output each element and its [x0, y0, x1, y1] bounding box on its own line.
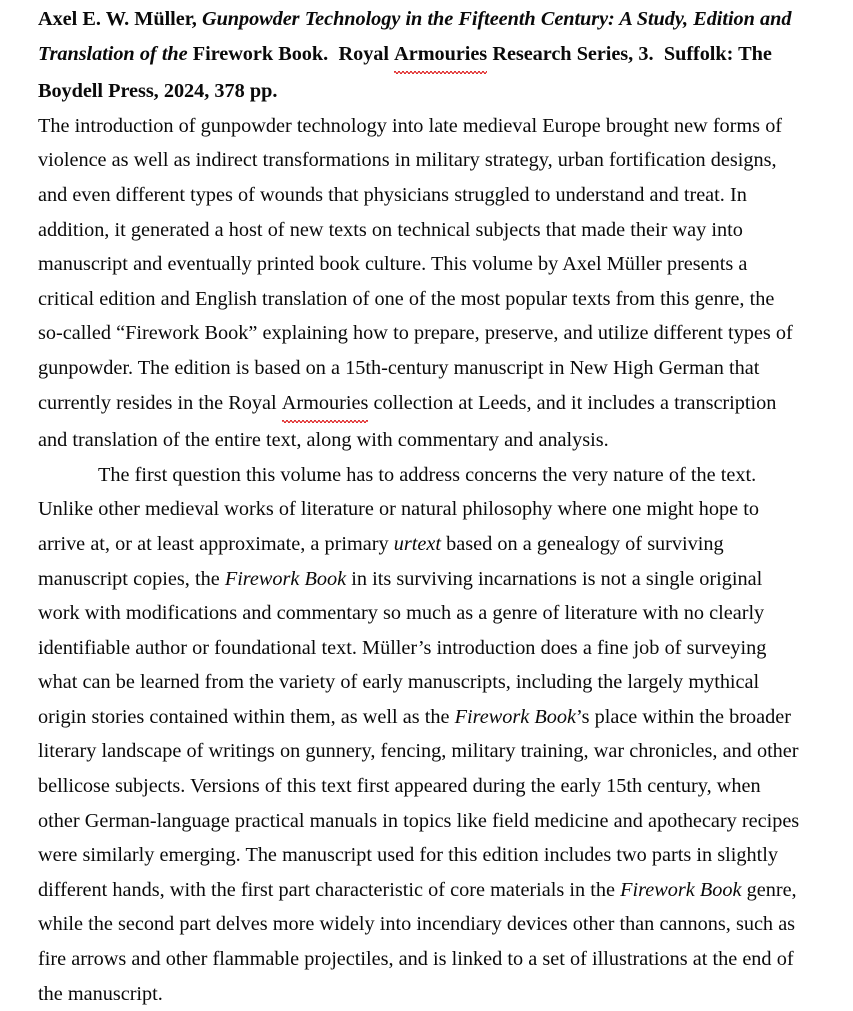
para2-seg-4: in its surviving incarnations is not a single original work with modifications and commentary so much as a genre of literature with no clearly identifiable author or foundational text. Müller’s introduction does a fine job of surveying what can be learned from the variety of early manuscripts, including the largely mythical origin stories contained within them, as well as the: [38, 567, 767, 728]
citation-author: Axel E. W. Müller,: [38, 8, 197, 30]
paragraph-2: [38, 458, 804, 1011]
citation-title-roman: Firework Book.: [192, 42, 329, 65]
citation-series-suffix: Research Series, 3.: [492, 42, 654, 65]
italic-title-firework-book-2: Firework Book: [454, 705, 576, 728]
para2-seg-0: The first question this volume has to address concerns the very nature of the text. Unlike other medieval works of literature or natural philosophy where one might hope to arrive at, or at least approximate, a primary: [38, 463, 760, 555]
citation-series-prefix: Royal: [338, 42, 389, 65]
italic-term-urtext: urtext: [393, 532, 441, 555]
italic-title-firework-book-1: Firework Book: [224, 567, 347, 590]
para2-seg-8: genre, while the second part delves more widely into incendiary devices other than cannons, such as fire arrows and other flammable projectiles, and is linked to a set of illustrations at the end of the manuscript.: [38, 878, 797, 1005]
paragraph-1: [38, 109, 804, 458]
italic-title-firework-book-3: Firework Book: [620, 878, 742, 901]
citation-title-italic: Gunpowder Technology in the Fifteenth Century: A Study, Edition and Translation of the: [38, 8, 792, 65]
misspelled-word-armouries-body[interactable]: Armouries: [282, 386, 369, 424]
para1-seg-2: collection at Leeds, and it includes a transcription and translation of the entire text, along with commentary and analysis.: [38, 391, 777, 452]
citation-place: Suffolk:: [663, 42, 734, 65]
citation-header: [38, 2, 804, 109]
document-text-body: [38, 2, 804, 1011]
misspelled-word-armouries-header[interactable]: Armouries: [394, 37, 487, 75]
citation-publisher: The Boydell Press, 2024, 378 pp.: [38, 42, 772, 103]
para1-seg-0: The introduction of gunpowder technology into late medieval Europe brought new forms of violence as well as indirect transformations in military strategy, urban fortification designs, and even different types of wounds that physicians struggled to understand and treat. In addition, it generated a host of new texts on technical subjects that made their way into manuscript and eventually printed book culture. This volume by Axel Müller presents a critical edition and English translation of one of the most popular texts from this genre, the so-called “Firework Book” explaining how to prepare, preserve, and utilize different types of gunpowder. The edition is based on a 15th-century manuscript in New High German that currently resides in the Royal: [38, 114, 793, 414]
para2-seg-6: ’s place within the broader literary landscape of writings on gunnery, fencing, military training, war chronicles, and other bellicose subjects. Versions of this text first appeared during the early 15th century, when other German-language practical manuals in topics like field medicine and apothecary recipes were similarly emerging. The manuscript used for this edition includes two parts in slightly different hands, with the first part characteristic of core materials in the: [38, 705, 800, 901]
para2-seg-2: based on a genealogy of surviving manuscript copies, the: [38, 532, 724, 590]
